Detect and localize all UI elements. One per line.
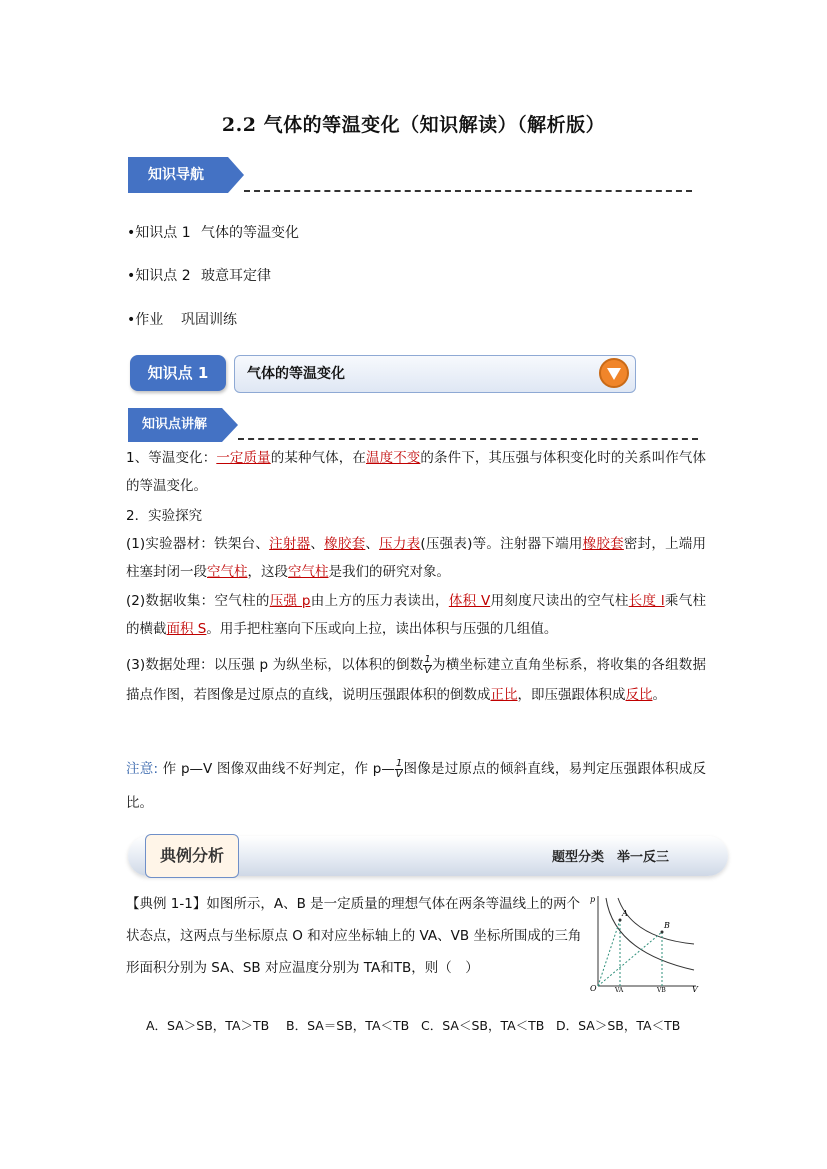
keyword: 压强 p xyxy=(269,593,311,609)
text: 。 xyxy=(652,687,666,703)
kp1-badge: 知识点 1 xyxy=(130,355,226,391)
text: 乘气柱的横截 xyxy=(126,593,707,637)
keyword: 注射器 xyxy=(269,536,311,552)
keyword: 一定质量 xyxy=(216,450,271,466)
kp1-title: 气体的等温变化 xyxy=(247,366,345,382)
text: 密封，上端用柱塞封闭一段 xyxy=(126,536,707,580)
case-subtitle: 题型分类 举一反三 xyxy=(552,850,670,865)
nav-item-bullet: •知识点 1 xyxy=(127,225,191,241)
axis-label-V: V xyxy=(692,985,698,992)
text: (3)数据处理：以压强 p 为纵坐标，以体积的倒数 xyxy=(126,657,424,673)
keyword: 体积 V xyxy=(448,593,491,609)
keyword: 压力表 xyxy=(379,536,421,552)
fraction-numerator: 1 xyxy=(395,757,403,769)
line-OB xyxy=(598,932,662,986)
lecture-banner-label: 知识点讲解 xyxy=(142,417,208,432)
keyword: 反比 xyxy=(625,687,653,703)
expand-triangle-icon[interactable] xyxy=(599,358,629,388)
axis-label-p: p xyxy=(590,895,596,904)
isotherm-curve-1 xyxy=(606,898,694,970)
keyword: 橡胶套 xyxy=(582,536,624,552)
divider xyxy=(238,438,698,440)
text: 图像是过原点的倾斜直线，易判定压强跟体积成反比。 xyxy=(126,761,707,811)
fraction-denominator: V xyxy=(395,768,403,780)
tick-VB: VB xyxy=(657,987,666,992)
line-OA xyxy=(598,920,620,986)
text: 的某种气体，在 xyxy=(270,450,366,466)
label-A: A xyxy=(622,909,628,918)
text: 、 xyxy=(310,536,325,552)
option-c[interactable]: C．SA＜SB，TA＜TB xyxy=(421,1018,545,1033)
nav-banner-label: 知识导航 xyxy=(148,167,204,183)
fraction xyxy=(423,655,431,676)
isotherm-graph xyxy=(588,892,700,992)
keyword: 面积 S xyxy=(166,621,207,637)
text: 为横坐标建立直角坐标系，将收集的各组数据描点作图，若图像是过原点的直线，说明压强跟体积的倒数成 xyxy=(126,657,707,703)
nav-item-text: 气体的等温变化 xyxy=(201,225,299,241)
keyword: 温度不变 xyxy=(365,450,421,466)
keyword: 橡胶套 xyxy=(324,536,366,552)
option-b[interactable]: B．SA＝SB，TA＜TB xyxy=(286,1018,410,1033)
keyword: 空气柱 xyxy=(288,564,329,580)
text: (压强表)等。注射器下端用 xyxy=(420,536,583,552)
text: 、 xyxy=(365,536,380,552)
text: ，即压强跟体积成 xyxy=(517,687,626,703)
point-A xyxy=(619,919,622,922)
origin-label: O xyxy=(590,984,597,992)
note-paragraph xyxy=(126,752,706,820)
text: (2)数据收集：空气柱的 xyxy=(126,593,270,609)
kp1-title-box xyxy=(234,355,636,393)
text: ，这段 xyxy=(247,564,288,580)
nav-item-3 xyxy=(127,309,237,329)
keyword: 正比 xyxy=(490,687,518,703)
option-a[interactable]: A．SA＞SB，TA＞TB xyxy=(146,1018,270,1033)
text: 用刻度尺读出的空气柱 xyxy=(490,593,629,609)
text: 。用手把柱塞向下压或向上拉，读出体积与压强的几组值。 xyxy=(206,621,558,637)
label-B: B xyxy=(664,921,670,930)
case-tag: 典例分析 xyxy=(145,834,239,878)
text: 作 p—V 图像双曲线不好判定，作 p— xyxy=(162,761,395,777)
keyword: 空气柱 xyxy=(207,564,248,580)
text: (1)实验器材：铁架台、 xyxy=(126,536,270,552)
nav-item-text: 玻意耳定律 xyxy=(201,268,271,284)
example-question: 【典例 1-1】如图所示，A、B 是一定质量的理想气体在两条等温线上的两个状态点，这两点与坐标原点 O 和对应坐标轴上的 VA、VB 坐标所围成的三角形面积分别为 SA、SB 对应温度分别为 TA和TB，则（ ） xyxy=(126,896,582,976)
nav-banner xyxy=(128,157,228,193)
nav-item-1 xyxy=(127,222,299,242)
fraction-denominator: V xyxy=(424,664,432,676)
keyword: 长度 l xyxy=(628,593,665,609)
note-label: 注意: xyxy=(126,761,159,777)
paragraph-1 xyxy=(126,444,706,500)
nav-item-2 xyxy=(127,265,271,285)
paragraph-5 xyxy=(126,650,706,710)
option-d[interactable]: D．SA＞SB，TA＜TB xyxy=(556,1018,681,1033)
text: 由上方的压力表读出， xyxy=(310,593,449,609)
nav-item-bullet: •知识点 2 xyxy=(127,268,191,284)
isotherm-curve-2 xyxy=(618,898,694,944)
fraction-numerator: 1 xyxy=(424,653,431,665)
paragraph-4 xyxy=(126,587,706,643)
text: 1、等温变化： xyxy=(126,450,217,466)
fraction xyxy=(395,759,403,780)
lecture-banner xyxy=(128,408,222,442)
paragraph-3 xyxy=(126,530,706,586)
point-B xyxy=(661,931,664,934)
nav-item-bullet: •作业 xyxy=(127,312,164,328)
divider xyxy=(244,190,692,192)
page-title: 2.2 气体的等温变化（知识解读）（解析版） xyxy=(221,114,606,136)
text: 是我们的研究对象。 xyxy=(328,564,450,580)
text: 的条件下，其压强与体积变化时的关系叫作气体的等温变化。 xyxy=(126,450,707,494)
paragraph-2: 2．实验探究 xyxy=(126,508,203,524)
options-row xyxy=(146,1016,686,1034)
tick-VA: VA xyxy=(615,987,624,992)
nav-item-text: 巩固训练 xyxy=(181,312,237,328)
